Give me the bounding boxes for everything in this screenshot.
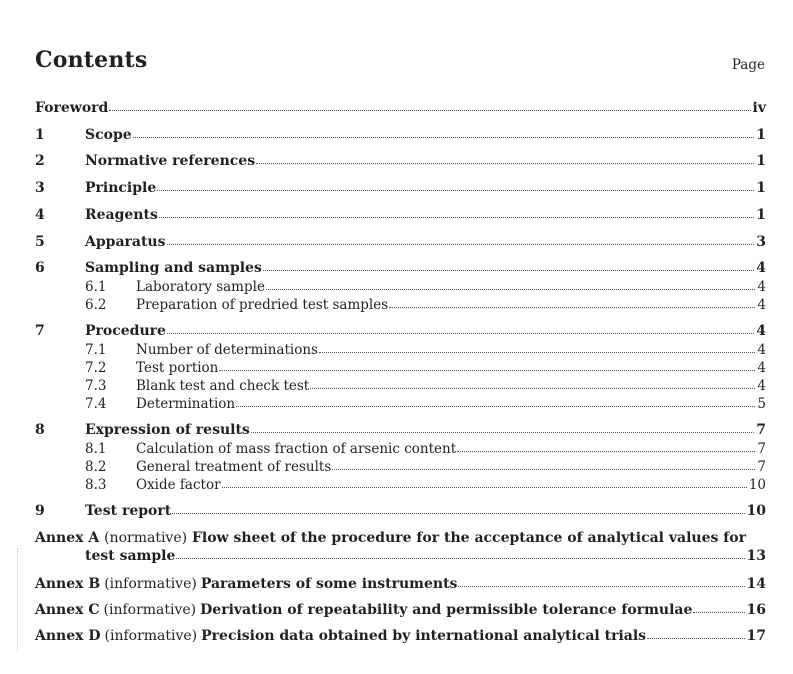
toc-number: 6.2 (85, 297, 107, 313)
annex-heading-line (35, 530, 766, 546)
dot-leader (310, 387, 755, 389)
toc-label: Calculation of mass fraction of arsenic content (136, 441, 457, 457)
toc-page-number: iv (752, 100, 766, 116)
toc-entry-4[interactable] (35, 207, 766, 223)
annex-title: Parameters of some instruments (200, 576, 458, 592)
toc-label: Number of determinations (136, 342, 318, 358)
dot-leader (133, 136, 755, 138)
toc-entry-6-1[interactable] (35, 279, 766, 295)
toc-label: Test report (85, 503, 172, 519)
toc-number: 7.4 (85, 396, 107, 412)
toc-number: 8.3 (85, 477, 107, 493)
annex-type: (informative) (104, 628, 198, 644)
toc-entry-5[interactable] (35, 234, 766, 250)
toc-entry-7[interactable] (35, 323, 766, 339)
toc-label: Apparatus (85, 234, 166, 250)
dot-leader (457, 450, 755, 452)
toc-number: 1 (35, 127, 45, 143)
toc-entry-8-2[interactable] (35, 459, 766, 475)
annex-type: (normative) (104, 530, 188, 546)
toc-page-number: 1 (756, 180, 766, 196)
toc-number: 6 (35, 260, 45, 276)
toc-entry-7-3[interactable] (35, 378, 766, 394)
toc-entry-foreword[interactable] (35, 100, 766, 116)
toc-label: Normative references (85, 153, 256, 169)
toc-label: Sampling and samples (85, 260, 262, 276)
toc-entry-8-3[interactable] (35, 477, 766, 493)
dot-leader (219, 369, 755, 371)
toc-page-number: 7 (756, 422, 766, 438)
page-title: Contents (35, 47, 148, 73)
toc-entry-8-1[interactable] (35, 441, 766, 457)
toc-entry-annex-a[interactable] (35, 530, 766, 564)
toc-number: 3 (35, 180, 45, 196)
toc-number: 7.2 (85, 360, 107, 376)
toc-page-number: 17 (746, 628, 766, 644)
toc-label: Procedure (85, 323, 166, 339)
toc-page-number: 7 (757, 459, 766, 475)
toc-label: General treatment of results (136, 459, 332, 475)
dot-leader (256, 162, 754, 164)
toc-page-number: 4 (757, 342, 766, 358)
annex-title-continued: test sample (85, 548, 176, 564)
toc-label: Principle (85, 180, 157, 196)
dot-leader (319, 351, 755, 353)
dot-leader (236, 405, 755, 407)
toc-label: Foreword (35, 100, 109, 116)
toc-entry-8[interactable] (35, 422, 766, 438)
toc-page-number: 1 (756, 127, 766, 143)
toc-label: Blank test and check test (136, 378, 310, 394)
annex-id: Annex A (35, 530, 100, 546)
toc-page-number: 4 (757, 360, 766, 376)
toc-page-number: 1 (756, 207, 766, 223)
dot-leader (157, 189, 754, 191)
toc-entry-annex-d[interactable] (35, 628, 766, 644)
dot-leader (263, 269, 754, 271)
page-column-heading: Page (731, 57, 765, 73)
toc-label: Oxide factor (136, 477, 221, 493)
annex-id: Annex C (35, 602, 100, 618)
toc-entry-3[interactable] (35, 180, 766, 196)
dot-leader (251, 431, 754, 433)
toc-page-number: 4 (757, 297, 766, 313)
dot-leader (458, 585, 744, 587)
toc-page-number: 4 (756, 260, 766, 276)
margin-watermark (17, 548, 24, 652)
dot-leader (159, 216, 754, 218)
toc-label: Scope (85, 127, 132, 143)
toc-page-number: 14 (746, 576, 766, 592)
annex-title: Derivation of repeatability and permissible tolerance formulae (200, 602, 693, 618)
toc-page-number: 4 (757, 378, 766, 394)
toc-entry-annex-c[interactable] (35, 602, 766, 618)
toc-number: 5 (35, 234, 45, 250)
toc-page-number: 10 (746, 503, 766, 519)
dot-leader (109, 109, 750, 111)
dot-leader (693, 611, 744, 613)
toc-entry-7-2[interactable] (35, 360, 766, 376)
toc-entry-7-4[interactable] (35, 396, 766, 412)
toc-label: Expression of results (85, 422, 250, 438)
toc-page-number: 16 (746, 602, 766, 618)
toc-number: 9 (35, 503, 45, 519)
toc-number: 8 (35, 422, 45, 438)
toc-number: 2 (35, 153, 45, 169)
toc-page-number: 4 (757, 279, 766, 295)
toc-entry-2[interactable] (35, 153, 766, 169)
dot-leader (167, 243, 755, 245)
dot-leader (176, 557, 744, 559)
dot-leader (266, 288, 755, 290)
dot-leader (167, 332, 754, 334)
toc-page-number: 4 (756, 323, 766, 339)
dot-leader (332, 468, 755, 470)
dot-leader (222, 486, 747, 488)
toc-number: 7.1 (85, 342, 107, 358)
toc-number: 8.2 (85, 459, 107, 475)
toc-number: 6.1 (85, 279, 107, 295)
toc-label: Determination (136, 396, 236, 412)
annex-id: Annex D (35, 628, 101, 644)
toc-entry-6-2[interactable] (35, 297, 766, 313)
dot-leader (389, 306, 755, 308)
annex-title: Flow sheet of the procedure for the acceptance of analytical values for (191, 530, 746, 546)
toc-page-number: 10 (748, 477, 766, 493)
annex-type: (informative) (103, 602, 197, 618)
toc-label: Laboratory sample (136, 279, 265, 295)
toc-label: Reagents (85, 207, 158, 223)
toc-page-number: 1 (756, 153, 766, 169)
toc-entry-9[interactable] (35, 503, 766, 519)
toc-number: 8.1 (85, 441, 107, 457)
toc-page-number: 3 (756, 234, 766, 250)
toc-page-number: 7 (757, 441, 766, 457)
dot-leader (172, 512, 744, 514)
toc-entry-7-1[interactable] (35, 342, 766, 358)
toc-page-number: 5 (757, 396, 766, 412)
toc-entry-annex-b[interactable] (35, 576, 766, 592)
toc-entry-1[interactable] (35, 127, 766, 143)
toc-number: 7 (35, 323, 45, 339)
toc-label: Test portion (136, 360, 219, 376)
toc-number: 4 (35, 207, 45, 223)
dot-leader (647, 637, 744, 639)
annex-id: Annex B (35, 576, 101, 592)
toc-label: Preparation of predried test samples (136, 297, 389, 313)
toc-page-number: 13 (746, 548, 766, 564)
annex-type: (informative) (104, 576, 197, 592)
toc-entry-6[interactable] (35, 260, 766, 276)
annex-heading-continuation (35, 548, 766, 564)
annex-title: Precision data obtained by international analytical trials (201, 628, 647, 644)
toc-number: 7.3 (85, 378, 107, 394)
